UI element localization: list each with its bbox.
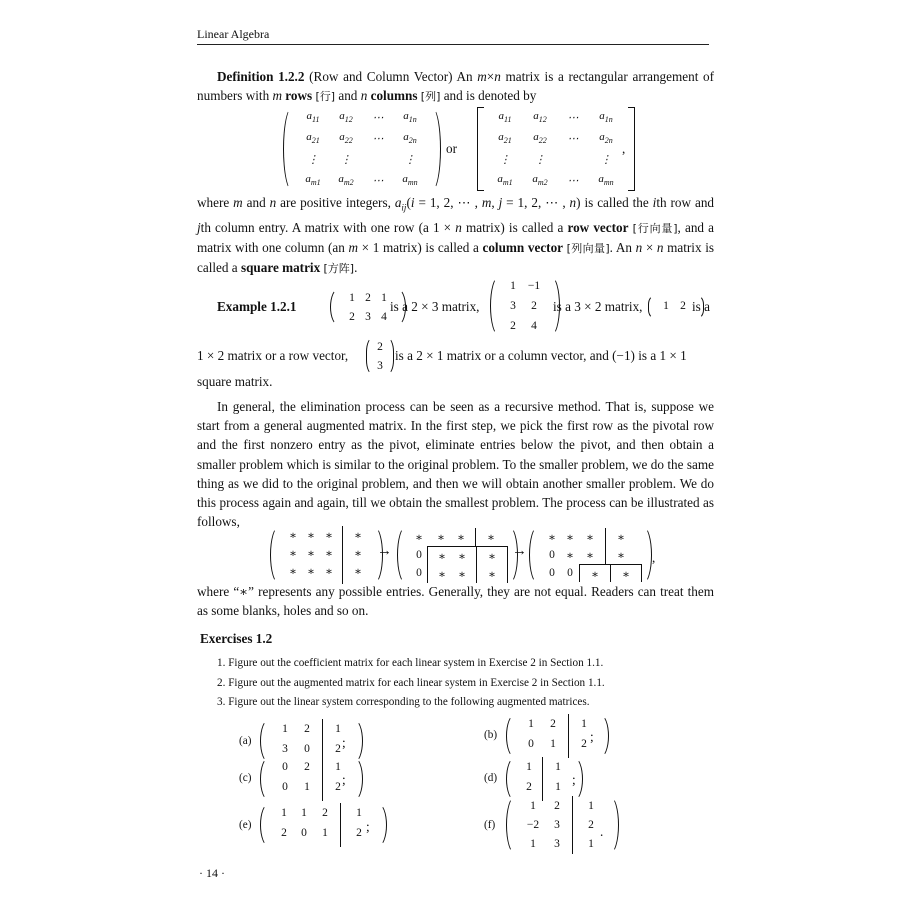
entry: ∗ [591,568,599,581]
exercise-item-3: 3. Figure out the linear system corresponding to the following augmented matrices. [217,696,590,708]
label-d: (d) [484,772,498,784]
entry: 0 [282,761,288,773]
entry: ∗ [289,566,297,578]
top-row-augment [475,528,506,546]
submatrix-box [427,546,508,583]
text: , and a matrix with one column (an [197,219,715,255]
rhs-grid [542,757,573,801]
term-rows: rows [285,88,313,103]
entry: 1 [526,761,532,773]
entry: ∗ [586,550,594,562]
entry: 0 [567,567,573,579]
matrix-grid [373,337,387,375]
smallest-augment [610,565,641,582]
entry: 1 [349,291,355,304]
entry: 2 [304,761,310,773]
entry: 0 [282,781,288,793]
definition-paragraph: Definition 1.2.2 (Row and Column Vector) An m×n matrix is a rectangular arrangement of numbers with m rows [行] and n columns [列] and is denoted by [197,69,715,103]
entry: ⋮ [307,154,319,166]
entry: 1 [663,300,669,312]
semicolon-d: ; [572,772,576,787]
left-paren [506,757,516,801]
entry: 1 [510,280,516,292]
left-paren [366,337,373,375]
submatrix-entries [428,547,476,583]
entry: 1 [322,827,328,839]
entry: ∗ [617,550,625,562]
left-paren [529,526,539,584]
rows-1-2 [539,528,642,564]
coeff-grid [270,757,322,801]
header-rule [197,44,709,45]
example-text-4: 1 × 2 matrix or a row vector, [197,348,349,363]
entry: 4 [531,320,537,332]
entry: $a_{22}$ [339,131,353,146]
entry: 1 [555,781,561,793]
entry: 2 [680,300,686,312]
entry: ∗ [548,532,556,544]
top-row [427,528,508,546]
entry: 1 [588,837,594,850]
term-row-vector-cn: [行向量] [632,221,678,235]
text: where [197,195,234,210]
right-paren [431,107,441,191]
matrix-grid [280,526,342,584]
entry: ⋯ [567,112,579,124]
entry: 2 [335,781,341,793]
term-column-vector: column vector [482,239,564,255]
entry: ∗ [458,550,466,563]
semicolon-b: ; [590,729,594,744]
entry: $a_{mn}$ [402,173,418,188]
entry: $a_{1n}$ [599,110,613,125]
entry: ∗ [458,568,466,581]
entry: ∗ [325,548,333,560]
entry: 1 [282,723,288,735]
definition-text: matrix is a rectangular arrangement of numbers with [197,69,715,103]
coeff-grid [270,803,340,847]
entry: 3 [365,310,371,323]
entry: 1 [381,291,387,304]
entry: ∗ [566,550,574,562]
left-paren [270,526,280,584]
augmented-body [407,526,508,584]
entry: $a_{22}$ [533,131,547,146]
process-matrix-1 [270,526,383,584]
entry: $a_{11}$ [498,110,512,125]
label-f: (f) [484,819,496,831]
matrix-grid [484,107,628,191]
left-bracket [477,107,484,191]
augmented-body [280,526,373,584]
entry: 1 [281,807,287,819]
entry: 2 [356,827,362,839]
example-matrix-3x2 [490,276,560,336]
term-columns: columns [370,88,418,103]
example-text-6: square matrix. [197,374,273,389]
entry: −2 [526,818,540,831]
text: is called the [580,195,653,210]
entry: 2 [281,827,287,839]
left-paren [648,295,655,319]
entry: ∗ [307,530,315,542]
entry: 2 [531,300,537,312]
entry: 2 [510,320,516,332]
entry: 3 [282,743,288,755]
entry: 2 [304,723,310,735]
entry: 0 [549,567,555,579]
right-paren [387,337,394,375]
term-columns-cn: [列] [420,90,441,103]
entry: 0 [528,738,534,750]
entry: 1 [530,799,536,812]
entry: 2 [377,340,383,353]
entry: 1 [356,807,362,819]
arrow-2: → [512,543,527,559]
entry: $a_{m2}$ [532,173,548,188]
entry: $a_{2n}$ [599,131,613,146]
entry: 3 [554,837,560,850]
entry: ∗ [325,566,333,578]
entry: ∗ [307,566,315,578]
entry: ∗ [415,532,423,544]
left-paren [506,714,516,758]
entry: 2 [550,718,556,730]
entry: 2 [322,807,328,819]
definition-continuation: where m and n are positive integers, $a_{ij}(i = 1$, 2, ⋯ , m, j = 1, 2, ⋯ , n) is called the ith row and jth column entry. A matrix with one row (a 1 × n matrix) is called a row vector [行向量], and a matrix with one column (an m × 1 matrix) is called a column vector [列向量]. An n × n matrix is called a square matrix [方阵]. [197,195,715,275]
process-matrix-3 [529,526,652,584]
label-a: (a) [239,735,252,747]
entry: 2 [526,781,532,793]
entry: 1 [550,738,556,750]
text: are positive integers, [276,195,395,210]
entry: ∗ [354,566,362,578]
entry: 2 [335,743,341,755]
entry: ∗ [487,531,495,544]
entry: ⋮ [340,154,352,166]
first-column [407,528,427,582]
term-rows-cn: [行] [315,90,336,103]
entry: ∗ [457,531,465,544]
exercises-title: Exercises 1.2 [200,631,273,646]
coeff-grid [516,714,568,758]
text: matrix is called a [197,239,714,275]
entry: ⋮ [499,154,511,166]
term-square-matrix-cn: [方阵] [323,261,355,275]
definition-text: and is denoted by [440,88,537,103]
period-f: . [600,824,604,839]
after-process-text: where “∗” represents any possible entries. Generally, they are not equal. Readers can treat them as some blanks, holes and so on. [197,584,714,618]
page-number: · 14 · [199,866,225,880]
entry: 2 [365,291,371,304]
sub-block [427,528,508,583]
entry: 3 [554,818,560,831]
entry: $a_{m2}$ [338,173,354,188]
smallest-box [579,564,642,582]
entry: 3 [510,300,516,312]
right-paren [599,714,609,758]
definition-subtitle: (Row and Column Vector) [309,69,453,84]
label-c: (c) [239,772,252,784]
entry: 1 [528,718,534,730]
paragraph-text: In general, the elimination process can be seen as a recursive method. That is, suppose we start from a general augmented matrix. In the first step, we pick the first row as the pivotal row and the first nonzero entry as the pivot, eliminate entries below the pivot, and then obtain a smaller problem which is similar to the original problem. To the smaller problem, we do the same thing as we did to the original problem, and then we will obtain another smaller problem. We do this process again and again, till we obtain the smallest problem. The process can be illustrated as follows, [197,399,714,530]
top-row-entries [427,528,475,546]
entry: 0 [416,567,422,579]
matrix-grid [655,295,697,319]
right-paren [642,526,652,584]
entry: 1 [530,837,536,850]
text: th column entry. A matrix with one row (a 1 × [200,219,456,235]
entry: 3 [377,359,383,372]
entry: $a_{mn}$ [598,173,614,188]
definition-text: An [456,69,478,84]
text: . [354,259,358,275]
entry: ⋮ [404,154,416,166]
entry: ∗ [488,568,496,581]
augmented-body [539,526,642,584]
text: th row and [656,195,715,210]
entry: ∗ [354,548,362,560]
elimination-paragraph [197,397,714,531]
entry: $a_{21}$ [306,131,320,146]
entry: 1 [588,799,594,812]
matrix-grid [340,288,396,326]
rhs-grid [322,757,353,801]
entry: ∗ [586,532,594,544]
entry: ∗ [437,531,445,544]
rows-1-2-entries [539,528,605,564]
entry: 4 [381,310,387,323]
entry: $a_{m1}$ [305,173,321,188]
entry: $a_{21}$ [498,131,512,146]
exercise-item-2: 2. Figure out the augmented matrix for each linear system in Exercise 2 in Section 1.1. [217,677,605,689]
entry: 1 [581,718,587,730]
row-3-zeros [539,564,579,582]
left-paren [330,288,340,326]
left-paren [283,107,293,191]
right-paren [609,796,619,854]
left-paren [260,757,270,801]
entry: ⋯ [567,175,579,187]
left-paren [397,526,407,584]
right-bracket [628,107,635,191]
entry: 2 [581,738,587,750]
left-paren [490,276,500,336]
entry: 1 [304,781,310,793]
entry: ∗ [289,530,297,542]
entry: $a_{2n}$ [403,131,417,146]
entry: 2 [349,310,355,323]
exercise-item-1: 1. Figure out the coefficient matrix for each linear system in Exercise 2 in Section 1.1. [217,657,604,669]
entry: ∗ [325,530,333,542]
right-paren [353,757,363,801]
rhs-grid [568,714,599,758]
semicolon-e: ; [366,819,370,834]
term-square-matrix: square matrix [240,259,321,275]
entry: ⋯ [567,133,579,145]
entry: ∗ [438,550,446,563]
definition-label: Definition 1.2.2 [217,69,305,84]
general-matrix-bracket [477,107,635,191]
rows-1-2-augment [605,528,636,564]
coeff-grid [516,796,572,854]
entry: 2 [554,799,560,812]
entry: 1 [301,807,307,819]
general-matrix-paren [283,107,441,191]
entry: ∗ [307,548,315,560]
entry: 0 [301,827,307,839]
submatrix-augment [476,547,508,583]
entry: $a_{11}$ [306,110,320,125]
definition-text: and [335,88,361,103]
example-text-5: is a 2 × 1 matrix or a column vector, and (−1) is a 1 × 1 [395,348,687,363]
process-matrix-2 [397,526,518,584]
process-comma: , [652,550,656,565]
matrix-grid [500,276,550,336]
entry: ⋯ [372,112,384,124]
entry: ∗ [622,568,630,581]
rhs-grid [572,796,609,854]
entry: 2 [588,818,594,831]
entry: 0 [304,743,310,755]
example-text-3: is a [692,299,710,314]
entry: ∗ [289,548,297,560]
semicolon-a: ; [342,735,346,750]
semicolon-c: ; [342,772,346,787]
entry: ⋮ [534,154,546,166]
or-word: or [446,141,457,156]
term-row-vector: row vector [567,219,629,235]
entry: −1 [527,280,541,292]
matrix-comma: , [622,141,626,156]
left-paren [260,803,270,847]
matrix-c [260,757,363,801]
entry: $a_{m1}$ [497,173,513,188]
row-3 [539,564,642,582]
entry: ⋯ [372,133,384,145]
entry: $a_{1n}$ [403,110,417,125]
entry: 1 [555,761,561,773]
right-paren [377,803,387,847]
example-column-vector [366,337,394,375]
entry: ∗ [617,532,625,544]
entry: 0 [416,549,422,561]
running-header: Linear Algebra [197,27,270,41]
entry: 0 [549,549,555,561]
entry: $a_{12}$ [533,110,547,125]
example-label: Example 1.2.1 [217,299,297,314]
entry: ∗ [488,550,496,563]
entry: ∗ [566,532,574,544]
entry: $a_{12}$ [339,110,353,125]
label-e: (e) [239,819,252,831]
text: matrix) is called a [461,219,568,235]
augment-column [342,526,373,584]
entry: 1 [335,761,341,773]
left-paren [506,796,516,854]
entry: 1 [335,723,341,735]
text: . An [609,239,636,255]
entry: ⋮ [600,154,612,166]
example-text-1: is a 2 × 3 matrix, [390,299,480,314]
matrix-grid [293,107,431,191]
text: × 1 matrix) is called a [358,239,483,255]
smallest-entry [580,565,610,582]
entry: ⋯ [372,175,384,187]
entry: ∗ [438,568,446,581]
label-b: (b) [484,729,498,741]
example-text-2: is a 3 × 2 matrix, [553,299,643,314]
arrow-1: → [377,543,392,559]
rhs-grid [340,803,377,847]
term-column-vector-cn: [列向量] [566,241,610,255]
entry: ∗ [354,530,362,542]
coeff-grid [516,757,542,801]
